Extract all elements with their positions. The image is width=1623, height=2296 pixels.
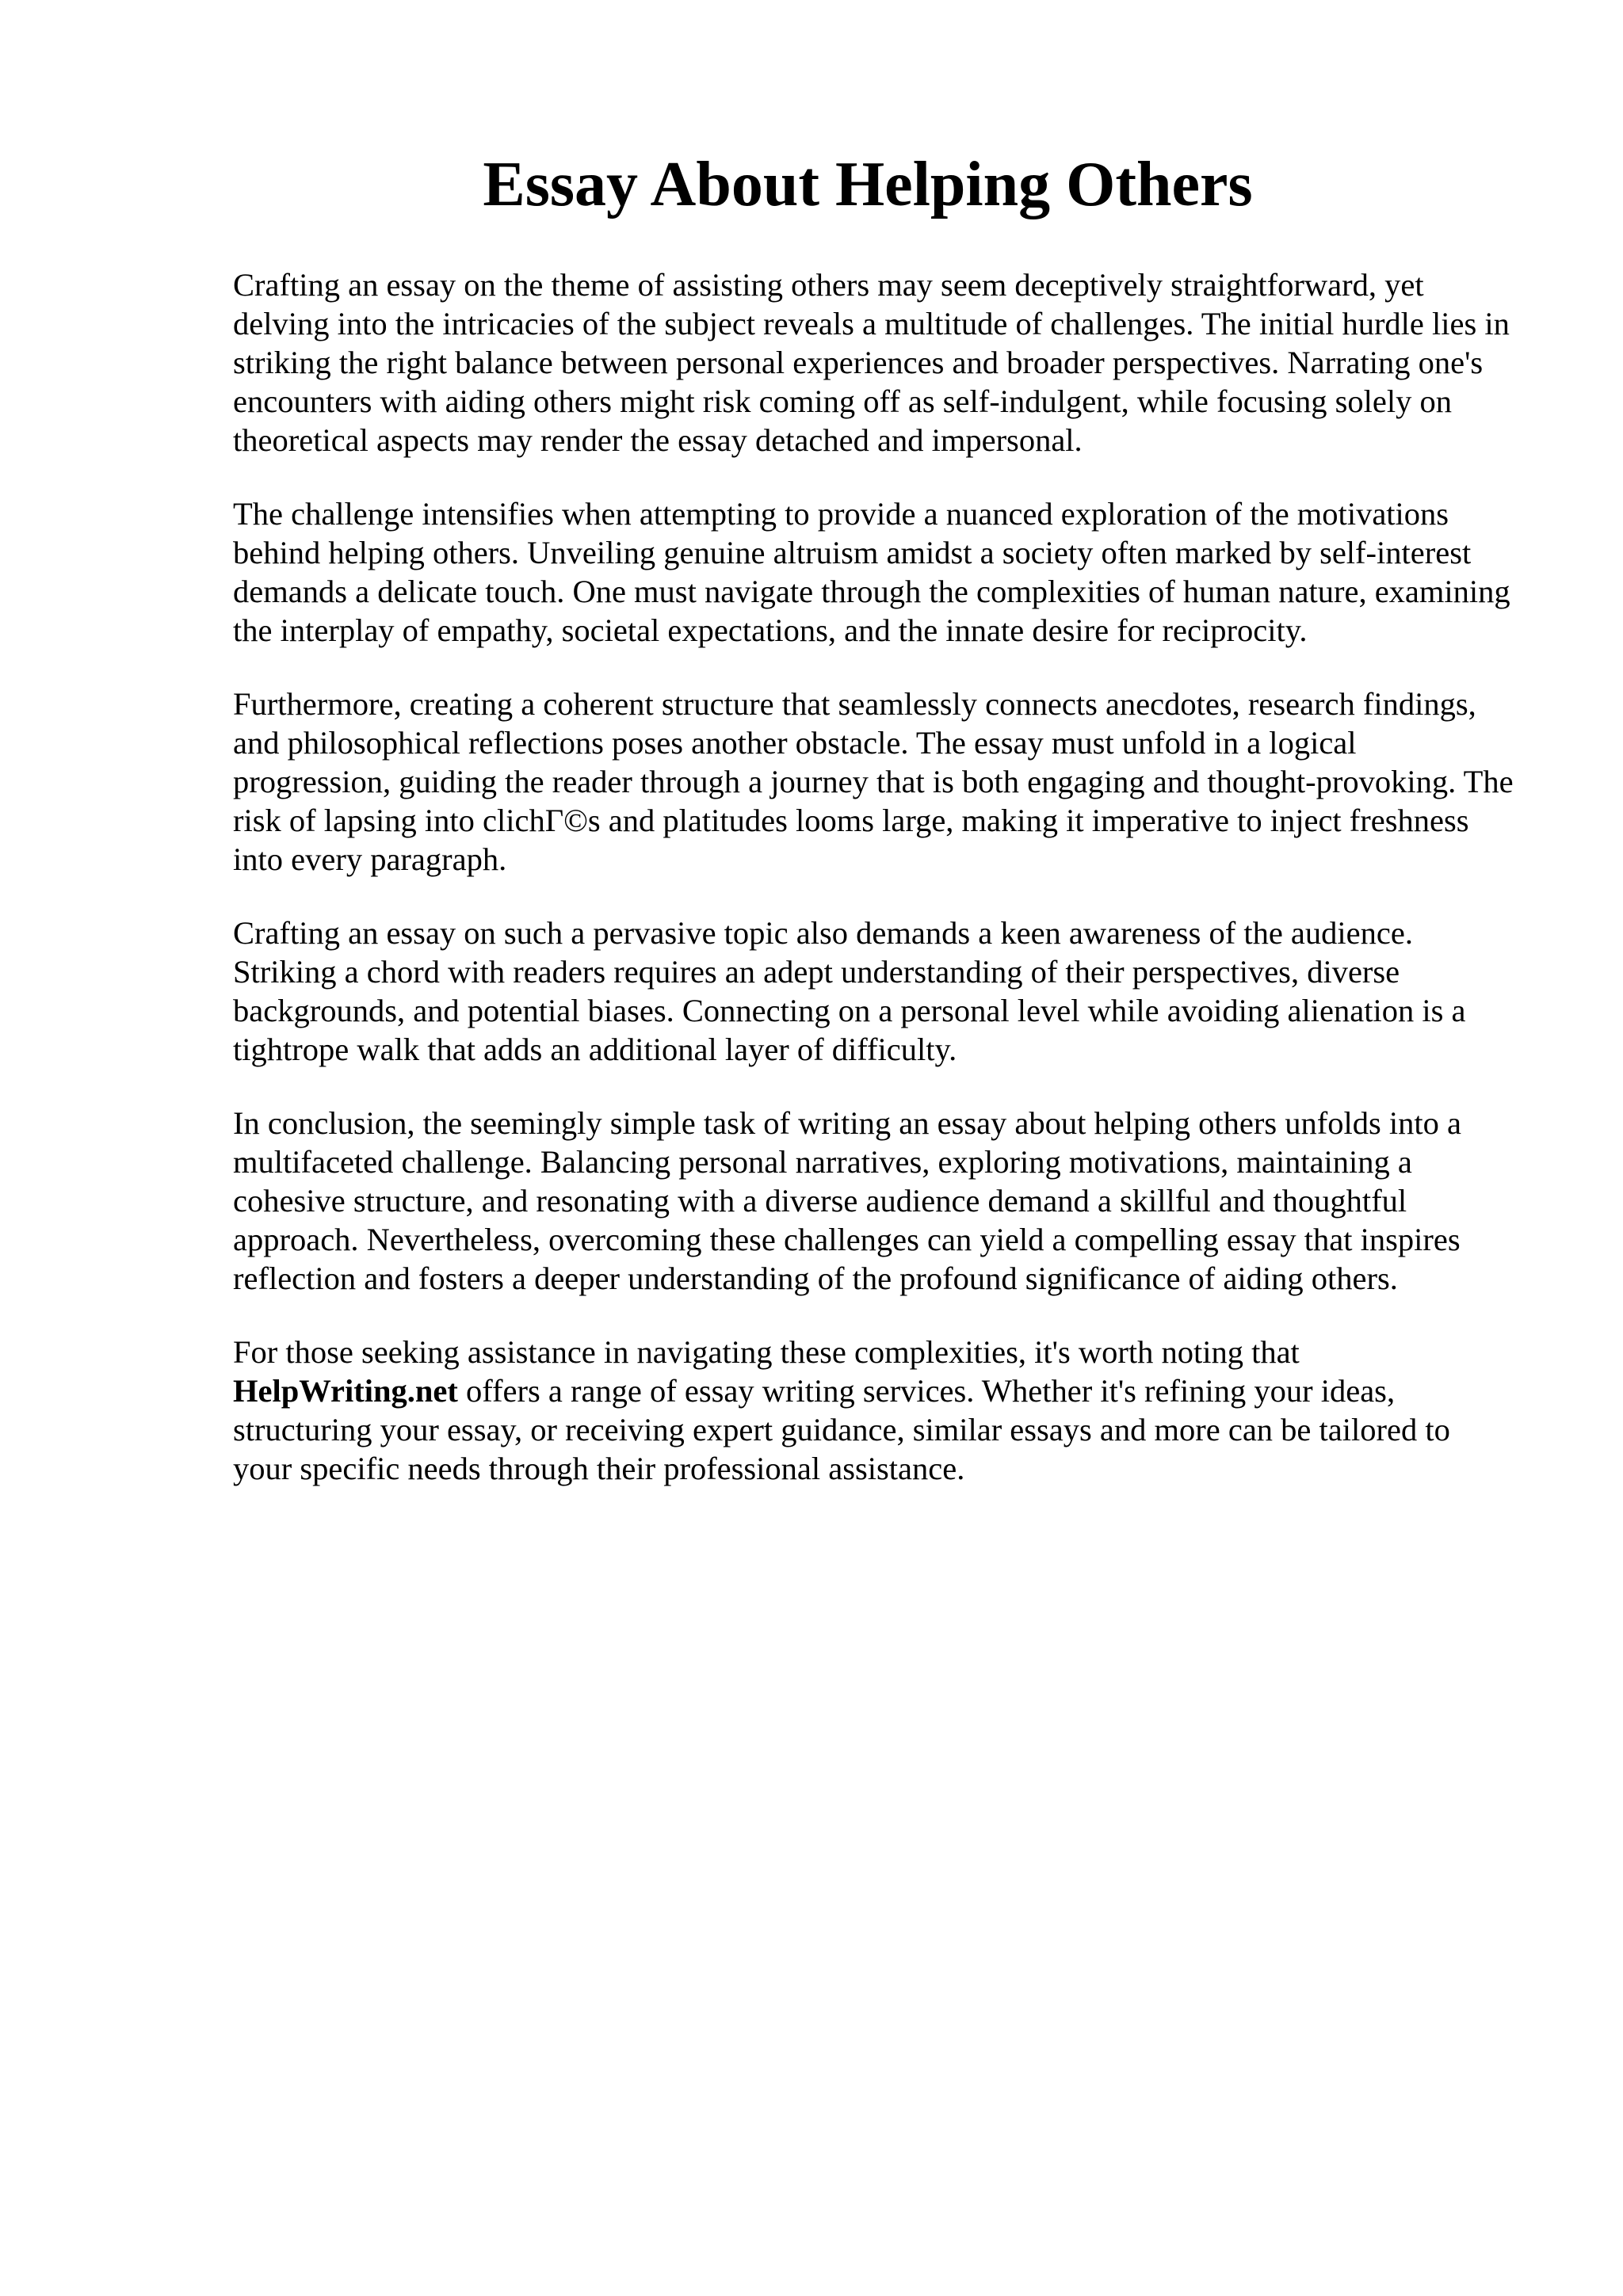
closing-text-after: offers a range of essay writing services. Whether it's refining your ideas, structuring your essay, or receiving expert guidance, similar essays and more can be tailored to your specific needs through their professional assistance. [233,1373,1450,1486]
paragraph-4: Crafting an essay on such a pervasive topic also demands a keen awareness of the audience. Striking a chord with readers requires an adept understanding of their perspectives, diverse backgrounds, and potential biases. Connecting on a personal level while avoiding alienation is a tightrope walk that adds an additional layer of difficulty. [233,915,1466,1067]
essay-body [233,265,1517,1523]
closing-paragraph [233,1333,1517,1488]
paragraph-3: Furthermore, creating a coherent structure that seamlessly connects anecdotes, research findings, and philosophical reflections poses another obstacle. The essay must unfold in a logical progression, guiding the reader through a journey that is both engaging and thought-provoking. The risk of lapsing into clichΓ©s and platitudes looms large, making it imperative to inject freshness into every paragraph. [233,686,1514,877]
brand-name: HelpWriting.net [233,1373,458,1409]
closing-text-before: For those seeking assistance in navigating these complexities, it's worth noting that [233,1334,1300,1370]
paragraph-2: The challenge intensifies when attempting to provide a nuanced exploration of the motivations behind helping others. Unveiling genuine altruism amidst a society often marked by self-interest demands a delicate touch. One must navigate through the complexities of human nature, examining the interplay of empathy, societal expectations, and the innate desire for reciprocity. [233,496,1510,648]
paragraph-1: Crafting an essay on the theme of assisting others may seem deceptively straightforward, yet delving into the intricacies of the subject reveals a multitude of challenges. The initial hurdle lies in striking the right balance between personal experiences and broader perspectives. Narrating one's encounters with aiding others might risk coming off as self-indulgent, while focusing solely on theoretical aspects may render the essay detached and impersonal. [233,267,1510,458]
paragraph-5: In conclusion, the seemingly simple task of writing an essay about helping others unfolds into a multifaceted challenge. Balancing personal narratives, exploring motivations, maintaining a cohesive structure, and resonating with a diverse audience demand a skillful and thoughtful approach. Nevertheless, overcoming these challenges can yield a compelling essay that inspires reflection and fosters a deeper understanding of the profound significance of aiding others. [233,1105,1461,1296]
page-title: Essay About Helping Others [483,150,1253,219]
